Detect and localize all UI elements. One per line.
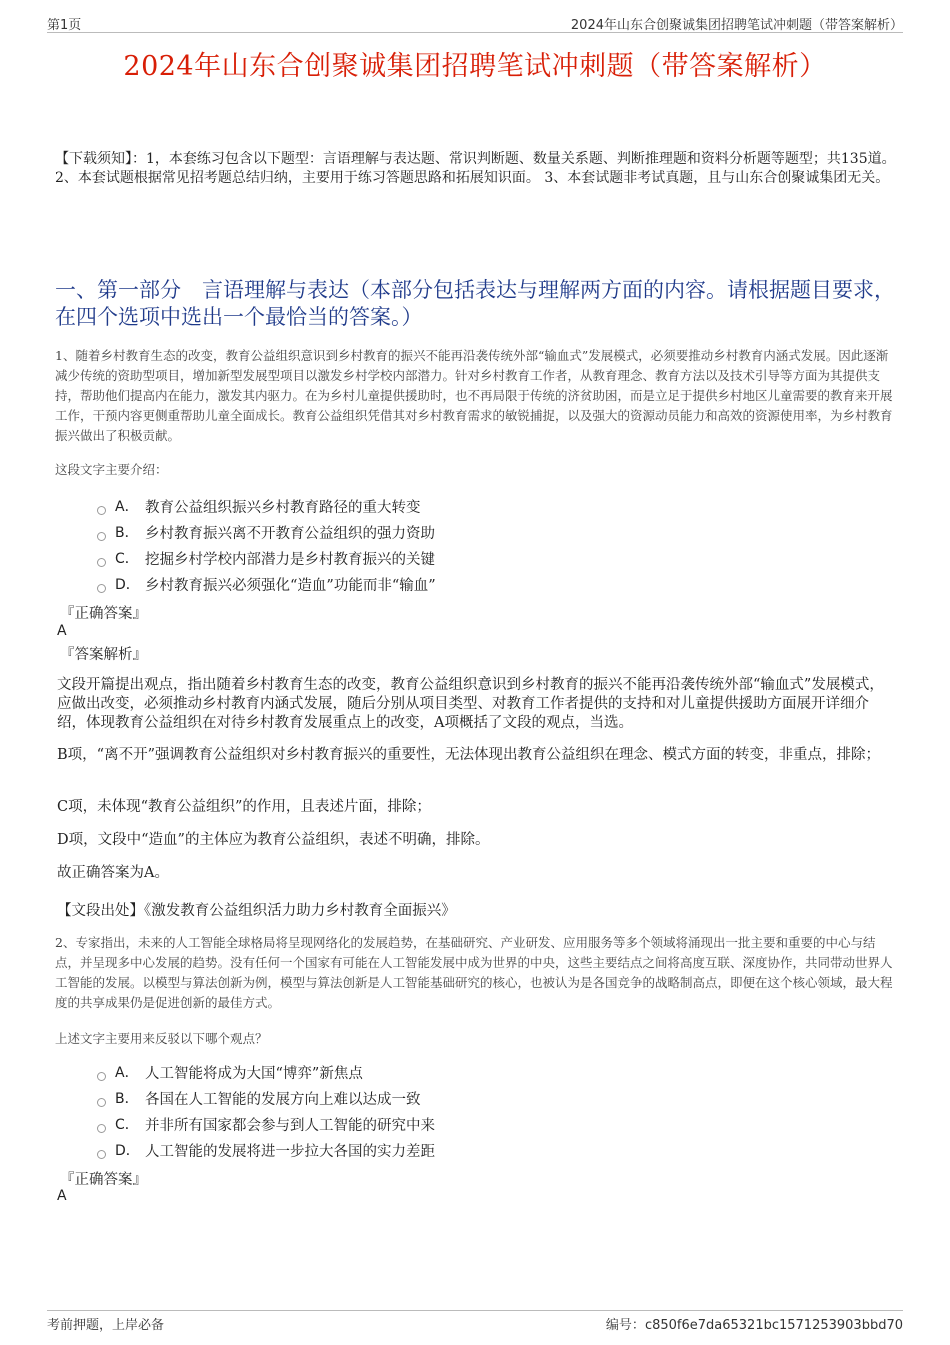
radio-icon[interactable] (97, 506, 106, 515)
page-number: 第1页 (47, 18, 82, 33)
answer-label: 『正确答案』 (60, 1172, 147, 1188)
option-letter: C． (115, 1117, 139, 1133)
question-2-options (97, 1059, 435, 1163)
option-text: 人工智能的发展将进一步拉大各国的实力差距 (145, 1143, 435, 1160)
option-text: 各国在人工智能的发展方向上难以达成一致 (145, 1091, 421, 1108)
code-value: c850f6e7da65321bc1571253903bbd70 (644, 1318, 903, 1333)
analysis-paragraph: C项，未体现“教育公益组织”的作用，且表述片面，排除； (57, 799, 431, 815)
question-2-prompt: 上述文字主要用来反驳以下哪个观点？ (55, 1031, 268, 1046)
header-divider (47, 32, 903, 33)
question-1-options (97, 493, 436, 597)
option-text: 人工智能将成为大国“博弈”新焦点 (145, 1065, 363, 1082)
radio-icon[interactable] (97, 558, 106, 567)
option-b[interactable] (97, 519, 436, 545)
option-letter: A． (115, 1065, 139, 1081)
option-d[interactable] (97, 571, 436, 597)
option-text: 乡村教育振兴离不开教育公益组织的强力资助 (145, 525, 435, 542)
option-text: 并非所有国家都会参与到人工智能的研究中来 (145, 1117, 435, 1134)
radio-icon[interactable] (97, 1098, 106, 1107)
option-letter: B． (115, 1091, 139, 1107)
radio-icon[interactable] (97, 1150, 106, 1159)
footer-divider (47, 1310, 903, 1311)
option-text: 挖掘乡村学校内部潜力是乡村教育振兴的关键 (145, 551, 435, 568)
header-doc-title: 2024年山东合创聚诚集团招聘笔试冲刺题（带答案解析） (570, 18, 903, 33)
option-letter: B． (115, 525, 139, 541)
question-2-text: 2、专家指出，未来的人工智能全球格局将呈现网络化的发展趋势，在基础研究、产业研发、应用服务等多个领域将涌现出一批主要和重要的中心与结点，并呈现多中心发展的趋势。没有任何一个国家有可能在人工智能发展中成为世界的中央，这些主要结点之间将高度互联、深度协作，共同带动世界人工智能的发展。以模型与算法创新为例，模型与算法创新是人工智能基础研究的核心，也被认为是各国竞争的战略制高点，即便在这个核心领域，最大程度的共享成果仍是促进创新的最佳方式。 (55, 935, 893, 1010)
option-a[interactable] (97, 493, 436, 519)
section-heading: 一、第一部分 言语理解与表达（本部分包括表达与理解两方面的内容。请根据题目要求，在四个选项中选出一个最恰当的答案。） (55, 278, 895, 329)
question-1-prompt: 这段文字主要介绍： (55, 462, 168, 477)
page-title: 2024年山东合创聚诚集团招聘笔试冲刺题（带答案解析） (123, 51, 827, 82)
analysis-label: 『答案解析』 (60, 647, 147, 663)
option-b[interactable] (97, 1085, 435, 1111)
analysis-paragraph: B项，“离不开”强调教育公益组织对乡村教育振兴的重要性，无法体现出教育公益组织在理念、模式方面的转变，非重点，排除； (57, 747, 880, 763)
analysis-paragraph: D项，文段中“造血”的主体应为教育公益组织，表述不明确，排除。 (57, 832, 490, 848)
radio-icon[interactable] (97, 1124, 106, 1133)
radio-icon[interactable] (97, 584, 106, 593)
radio-icon[interactable] (97, 1072, 106, 1081)
option-letter: D． (115, 577, 140, 593)
footer-slogan: 考前押题，上岸必备 (47, 1318, 165, 1333)
correct-answer: A (57, 1188, 67, 1204)
document-code (606, 1314, 903, 1333)
option-a[interactable] (97, 1059, 435, 1085)
analysis-paragraph: 故正确答案为A。 (57, 865, 169, 881)
option-letter: C． (115, 551, 139, 567)
answer-label: 『正确答案』 (60, 606, 147, 622)
option-d[interactable] (97, 1137, 435, 1163)
option-letter: D． (115, 1143, 140, 1159)
download-notice: 【下载须知】：1，本套练习包含以下题型：言语理解与表达题、常识判断题、数量关系题、判断推理题和资料分析题等题型；共135道。 2、本套试题根据常见招考题总结归纳，主要用于练习答题思路和拓展知识面。 3、本套试题非考试真题，且与山东合创聚诚集团无关。 (55, 151, 896, 186)
option-text: 乡村教育振兴必须强化“造血”功能而非“输血” (145, 577, 436, 594)
code-label: 编号： (605, 1318, 645, 1333)
option-text: 教育公益组织振兴乡村教育路径的重大转变 (145, 499, 421, 516)
radio-icon[interactable] (97, 532, 106, 541)
option-letter: A． (115, 499, 139, 515)
analysis-paragraph: 文段开篇提出观点，指出随着乡村教育生态的改变，教育公益组织意识到乡村教育的振兴不能再沿袭传统外部“输血式”发展模式，应做出改变，必须推动乡村教育内涵式发展，随后分别从项目类型、对教育工作者提供的支持和对儿童提供援助方面展开详细介绍，体现教育公益组织在对待乡村教育发展重点上的改变，A项概括了文段的观点，当选。 (57, 677, 884, 731)
correct-answer: A (57, 623, 67, 639)
text-source: 【文段出处】《激发教育公益组织活力助力乡村教育全面振兴》 (57, 903, 456, 919)
question-1-text: 1、随着乡村教育生态的改变，教育公益组织意识到乡村教育的振兴不能再沿袭传统外部“输血式”发展模式，必须要推动乡村教育内涵式发展。因此逐渐减少传统的资助型项目，增加新型发展型项目以激发乡村学校内部潜力。针对乡村教育工作者，从教育理念、教育方法以及技术引导等方面为其提供支持，帮助他们提高内在能力，激发其内驱力。在为乡村儿童提供援助时，也不再局限于传统的济贫助困，而是立足于提供乡村地区儿童需要的教育来开展工作，干预内容更侧重帮助儿童全面成长。教育公益组织凭借其对乡村教育需求的敏锐捕捉，以及强大的资源动员能力和高效的资源使用率，为乡村教育振兴做出了积极贡献。 (55, 348, 893, 443)
option-c[interactable] (97, 1111, 435, 1137)
option-c[interactable] (97, 545, 436, 571)
